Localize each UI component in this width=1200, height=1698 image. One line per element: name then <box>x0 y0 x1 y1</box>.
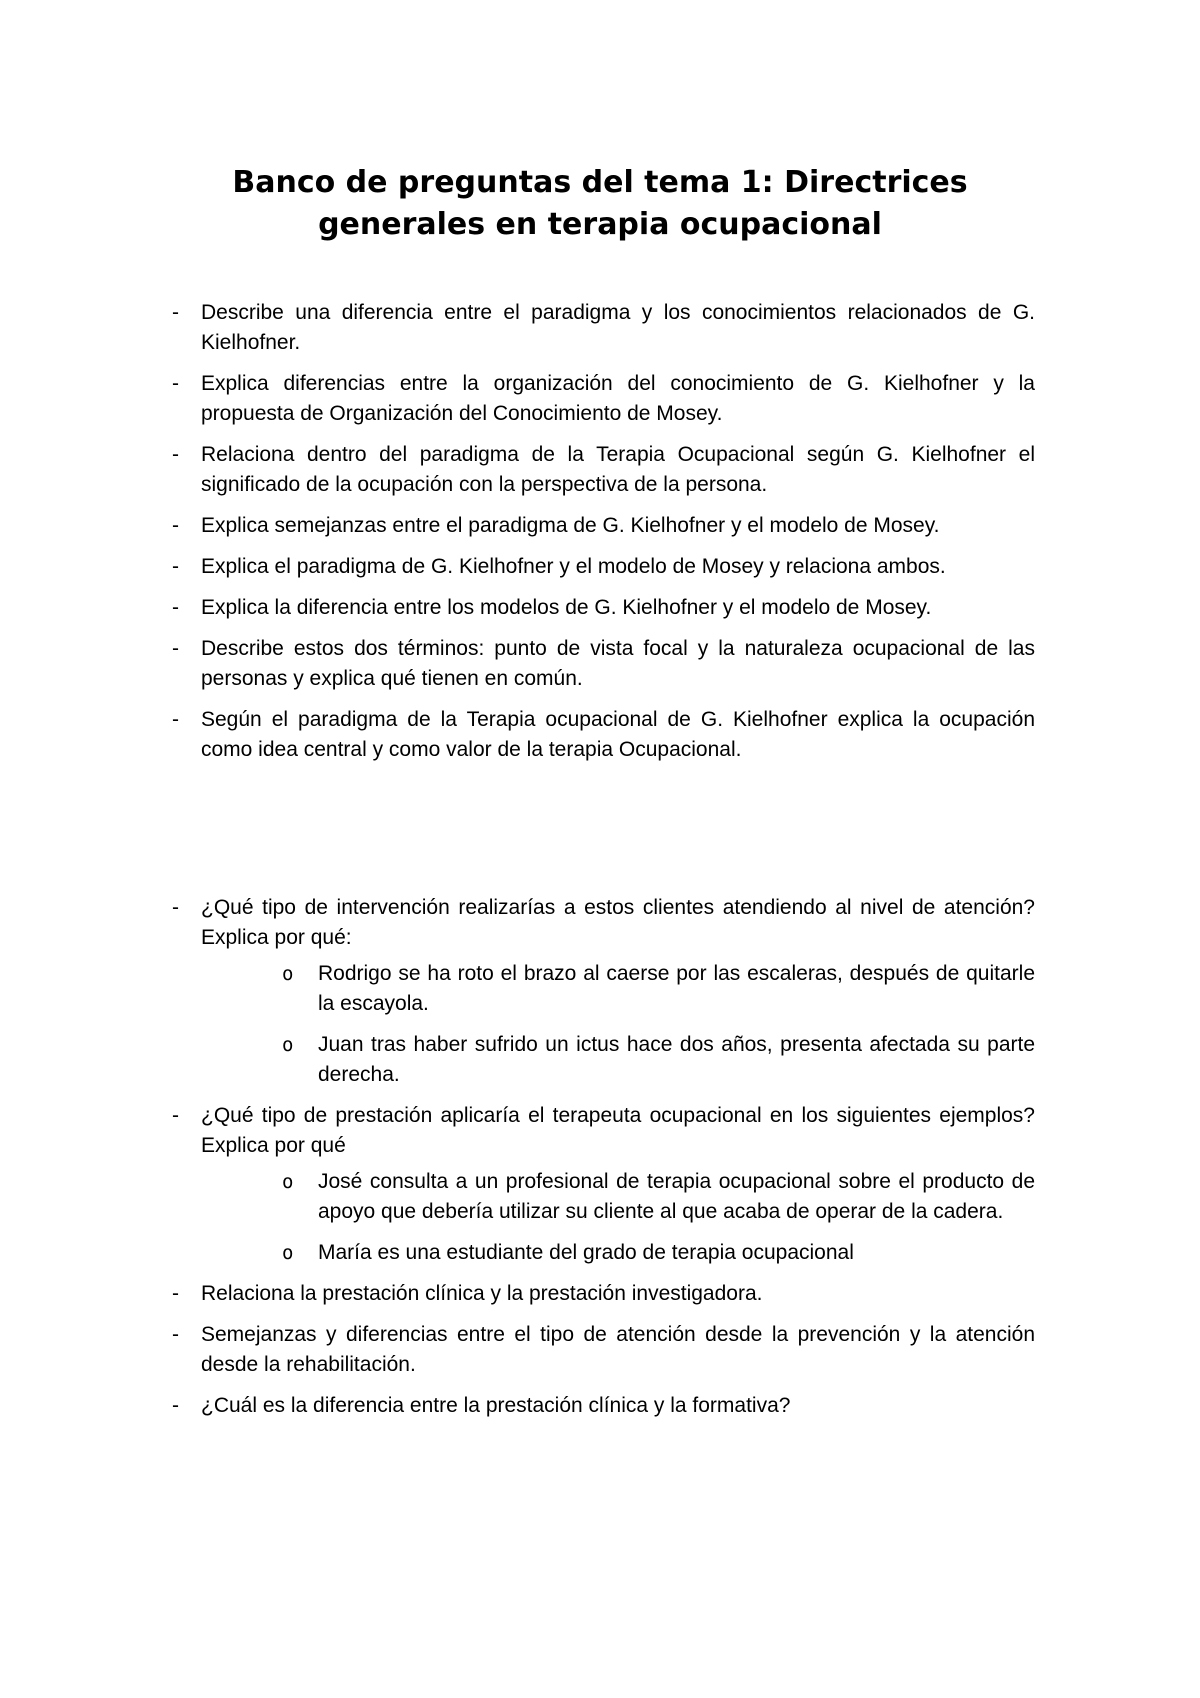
question-list-paradigm <box>0 298 1200 776</box>
question-text: Semejanzas y diferencias entre el tipo de atención desde la prevención y la atención desde la rehabilitación. <box>201 1323 1035 1376</box>
question-text: Describe una diferencia entre el paradigma y los conocimientos relacionados de G. Kielhofner. <box>201 301 1035 354</box>
dash-bullet: - <box>172 1394 179 1417</box>
dash-bullet: - <box>172 301 179 324</box>
dash-bullet: - <box>172 637 179 660</box>
dash-bullet: - <box>172 596 179 619</box>
question-item <box>0 893 1035 1090</box>
question-item <box>0 552 1035 582</box>
dash-bullet: - <box>172 514 179 537</box>
question-item <box>0 369 1035 429</box>
sub-item <box>282 1030 1035 1090</box>
question-text: Según el paradigma de la Terapia ocupacional de G. Kielhofner explica la ocupación como idea central y como valor de la terapia Ocupacional. <box>201 708 1035 761</box>
question-text: Explica la diferencia entre los modelos de G. Kielhofner y el modelo de Mosey. <box>201 596 932 619</box>
question-text: ¿Cuál es la diferencia entre la prestación clínica y la formativa? <box>201 1394 791 1417</box>
question-item <box>0 1320 1035 1380</box>
question-item <box>0 440 1035 500</box>
dash-bullet: - <box>172 708 179 731</box>
dash-bullet: - <box>172 1104 179 1127</box>
sub-item-text: Rodrigo se ha roto el brazo al caerse por las escaleras, después de quitarle la escayola. <box>318 962 1035 1015</box>
sub-list <box>201 1167 1035 1268</box>
question-text: Explica diferencias entre la organización del conocimiento de G. Kielhofner y la propuesta de Organización del Conocimiento de Mosey. <box>201 372 1035 425</box>
dash-bullet: - <box>172 1323 179 1346</box>
dash-bullet: - <box>172 896 179 919</box>
question-item <box>0 298 1035 358</box>
question-text: Relaciona dentro del paradigma de la Terapia Ocupacional según G. Kielhofner el significado de la ocupación con la perspectiva de la persona. <box>201 443 1035 496</box>
sub-item-text: José consulta a un profesional de terapia ocupacional sobre el producto de apoyo que debería utilizar su cliente al que acaba de operar de la cadera. <box>318 1170 1035 1223</box>
sub-item-text: María es una estudiante del grado de terapia ocupacional <box>318 1241 854 1264</box>
circle-bullet: o <box>282 1171 294 1193</box>
question-item <box>0 705 1035 765</box>
sub-item <box>282 959 1035 1019</box>
question-text: Relaciona la prestación clínica y la prestación investigadora. <box>201 1282 763 1305</box>
dash-bullet: - <box>172 443 179 466</box>
question-text: ¿Qué tipo de prestación aplicaría el terapeuta ocupacional en los siguientes ejemplos? Explica por qué <box>201 1104 1035 1157</box>
question-text: Explica semejanzas entre el paradigma de G. Kielhofner y el modelo de Mosey. <box>201 514 940 537</box>
question-item <box>0 1101 1035 1268</box>
question-item <box>0 511 1035 541</box>
question-text: Explica el paradigma de G. Kielhofner y el modelo de Mosey y relaciona ambos. <box>201 555 946 578</box>
question-text: ¿Qué tipo de intervención realizarías a estos clientes atendiendo al nivel de atención? Explica por qué: <box>201 896 1035 949</box>
circle-bullet: o <box>282 1242 294 1264</box>
question-item <box>0 593 1035 623</box>
dash-bullet: - <box>172 555 179 578</box>
sub-item <box>282 1238 1035 1268</box>
document-title: Banco de preguntas del tema 1: Directrices generales en terapia ocupacional <box>232 165 968 242</box>
sub-item-text: Juan tras haber sufrido un ictus hace dos años, presenta afectada su parte derecha. <box>318 1033 1035 1086</box>
question-item <box>0 1391 1035 1421</box>
dash-bullet: - <box>172 1282 179 1305</box>
circle-bullet: o <box>282 963 294 985</box>
dash-bullet: - <box>172 372 179 395</box>
question-list-prestaciones <box>0 893 1200 1432</box>
circle-bullet: o <box>282 1034 294 1056</box>
question-item <box>0 634 1035 694</box>
sub-item <box>282 1167 1035 1227</box>
question-text: Describe estos dos términos: punto de vista focal y la naturaleza ocupacional de las personas y explica qué tienen en común. <box>201 637 1035 690</box>
sub-list <box>201 959 1035 1090</box>
question-item <box>0 1279 1035 1309</box>
